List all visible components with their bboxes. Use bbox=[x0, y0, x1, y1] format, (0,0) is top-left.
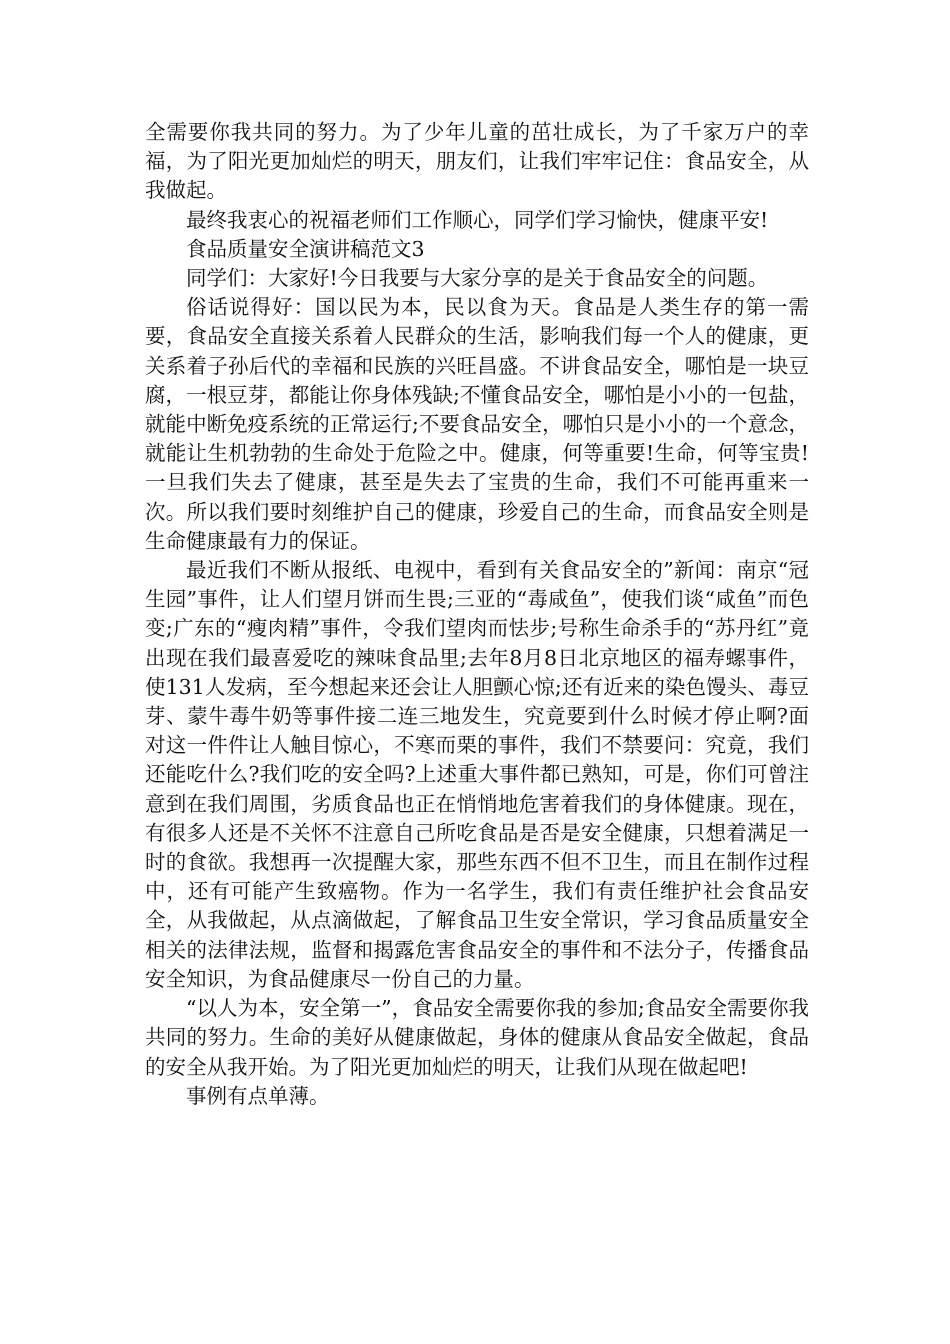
paragraph-blessing: 最终我衷心的祝福老师们工作顺心，同学们学习愉快，健康平安! bbox=[186, 207, 769, 232]
paragraph-news-events: 最近我们不断从报纸、电视中，看到有关食品安全的”新闻：南京“冠生园”事件，让人们望月饼而生畏;三亚的“毒咸鱼”，使我们谈“咸鱼”而色变;广东的“瘦肉精”事件，令我们望肉而怯步;号称生命杀手的“苏丹红”竟出现在我们最喜爱吃的辣味食品里;去年8月8日北京地区的福寿螺事件，使131人发病，至今想起来还会让人胆颤心惊;还有近来的染色馒头、毒豆芽、蒙牛毒牛奶等事件接二连三地发生，究竟要到什么时候才停止啊?面对这一件件让人触目惊心，不寒而栗的事件，我们不禁要问：究竟，我们还能吃什么?我们吃的安全吗?上述重大事件都已熟知，可是，你们可曾注意到在我们周围，劣质食品也正在悄悄地危害着我们的身体健康。现在，有很多人还是不关怀不注意自己所吃食品是否是安全健康，只想着满足一时的食欲。我想再一次提醒大家，那些东西不但不卫生，而且在制作过程中，还有可能产生致癌物。作为一名学生，我们有责任维护社会食品安全，从我做起，从点滴做起，了解食品卫生安全常识，学习食品质量安全相关的法律法规，监督和揭露危害食品安全的事件和不法分子，传播食品安全知识，为食品健康尽一份自己的力量。 bbox=[145, 558, 809, 991]
paragraph-closing-continuation: 全需要你我共同的努力。为了少年儿童的茁壮成长，为了千家万户的幸福，为了阳光更加灿烂的明天，朋友们，让我们牢牢记住：食品安全，从我做起。 bbox=[145, 120, 809, 203]
paragraph-importance: 俗话说得好：国以民为本，民以食为天。食品是人类生存的第一需要，食品安全直接关系着人民群众的生活，影响我们每一个人的健康，更关系着子孙后代的幸福和民族的兴旺昌盛。不讲食品安全，哪怕是一块豆腐，一根豆芽，都能让你身体残缺;不懂食品安全，哪怕是小小的一包盐，就能中断免疫系统的正常运行;不要食品安全，哪怕只是小小的一个意念，就能让生机勃勃的生命处于危险之中。健康，何等重要!生命，何等宝贵!一旦我们失去了健康，甚至是失去了宝贵的生命，我们不可能再重来一次。所以我们要时刻维护自己的健康，珍爱自己的生命，而食品安全则是生命健康最有力的保证。 bbox=[145, 295, 809, 553]
paragraph-greeting: 同学们：大家好!今日我要与大家分享的是关于食品安全的问题。 bbox=[186, 266, 769, 291]
paragraph-comment: 事例有点单薄。 bbox=[186, 1083, 330, 1108]
paragraph-conclusion: “以人为本，安全第一”，食品安全需要你我的参加;食品安全需要你我共同的努力。生命的美好从健康做起，身体的健康从食品安全做起，食品的安全从我开始。为了阳光更加灿烂的明天，让我们从现在做起吧! bbox=[145, 996, 809, 1079]
section-title: 食品质量安全演讲稿范文3 bbox=[186, 236, 425, 261]
document-page bbox=[145, 118, 809, 1111]
